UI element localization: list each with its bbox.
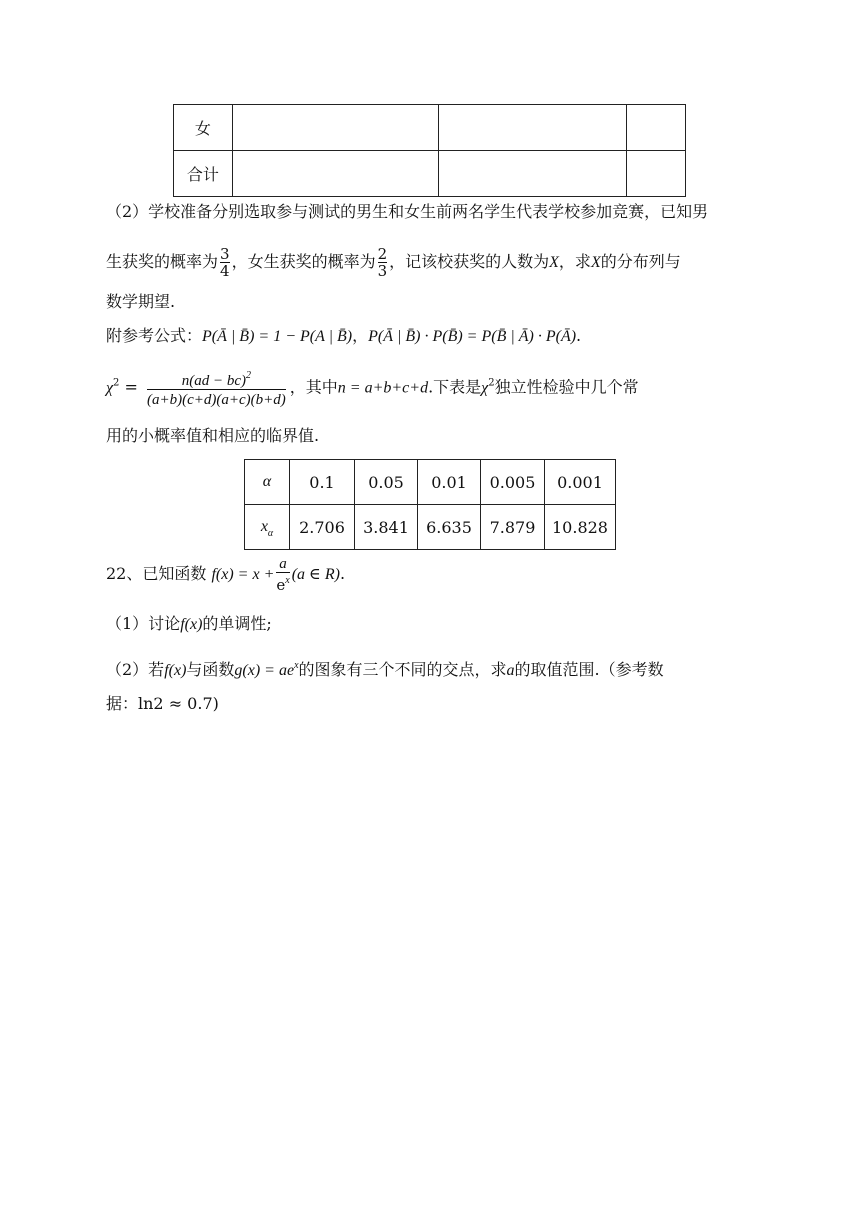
fraction-female: $\frac{2}{3}$ bbox=[377, 245, 388, 280]
q2-line3: 数学期望. bbox=[106, 292, 176, 311]
contingency-table bbox=[173, 104, 686, 197]
critical-value-table bbox=[244, 459, 616, 550]
table-cell: 2.706 bbox=[290, 505, 355, 550]
chi-square-fraction: $\frac{n(ad - bc)^2}{(a+b)(c+d)(a+c)(b+d)}$ bbox=[147, 370, 286, 408]
table-row bbox=[245, 460, 616, 505]
table-cell: 0.001 bbox=[545, 460, 616, 505]
table-row bbox=[174, 151, 686, 197]
table-cell: 3.841 bbox=[355, 505, 418, 550]
table-cell: 6.635 bbox=[418, 505, 481, 550]
q2-line2: 生获奖的概率为 $\frac{3}{4}$ ，女生获奖的概率为 $\frac{2}{3}$ ，记该校获奖的人数为X，求X的分布列与 bbox=[106, 245, 681, 280]
table-cell: 0.01 bbox=[418, 460, 481, 505]
q22-statement: 22、已知函数 f(x) = x + $\frac{a}{e^x}$ (a ∈ R). bbox=[106, 556, 346, 594]
q22-part2-cont: 据：ln2 ≈ 0.7) bbox=[106, 694, 219, 713]
table-cell bbox=[439, 151, 627, 197]
chi-square-formula: $\chi^2$ = $\frac{n(ad - bc)^2}{(a+b)(c+d)(a+c)(b+d)}$ ，其中n = a+b+c+d.下表是$\chi^2$独立性检验中几个常 bbox=[106, 370, 639, 408]
reference-formula: 附参考公式：P(Ā | B̄) = 1 − P(A | B̄)，P(Ā | B̄) · P(B̄) = P(B̄ | Ā) · P(Ā). bbox=[106, 326, 582, 345]
table-cell: 7.879 bbox=[481, 505, 545, 550]
table-row bbox=[245, 505, 616, 550]
table-cell: 0.1 bbox=[290, 460, 355, 505]
chi-line2: 用的小概率值和相应的临界值. bbox=[106, 426, 320, 445]
q22-part1: （1）讨论f(x)的单调性; bbox=[106, 614, 272, 633]
q22-part2: （2）若f(x)与函数$g(x) = ae^x$的图象有三个不同的交点，求a的取值范围.（参考数 bbox=[106, 660, 664, 679]
row-label-total: 合计 bbox=[174, 151, 233, 197]
table-cell bbox=[232, 151, 439, 197]
table-cell bbox=[627, 151, 686, 197]
alpha-header: α bbox=[245, 460, 290, 505]
q2-line1: （2）学校准备分别选取参与测试的男生和女生前两名学生代表学校参加竞赛，已知男 bbox=[106, 202, 709, 221]
table-cell bbox=[627, 105, 686, 151]
table-cell bbox=[439, 105, 627, 151]
row-label-female: 女 bbox=[174, 105, 233, 151]
fraction-male: $\frac{3}{4}$ bbox=[220, 245, 230, 280]
table-cell: 0.005 bbox=[481, 460, 545, 505]
table-row bbox=[174, 105, 686, 151]
table-cell: 10.828 bbox=[545, 505, 616, 550]
x-alpha-header: $x_\alpha$ bbox=[245, 505, 290, 550]
q22-fraction: $\frac{a}{e^x}$ bbox=[276, 556, 290, 594]
table-cell bbox=[232, 105, 439, 151]
table-cell: 0.05 bbox=[355, 460, 418, 505]
